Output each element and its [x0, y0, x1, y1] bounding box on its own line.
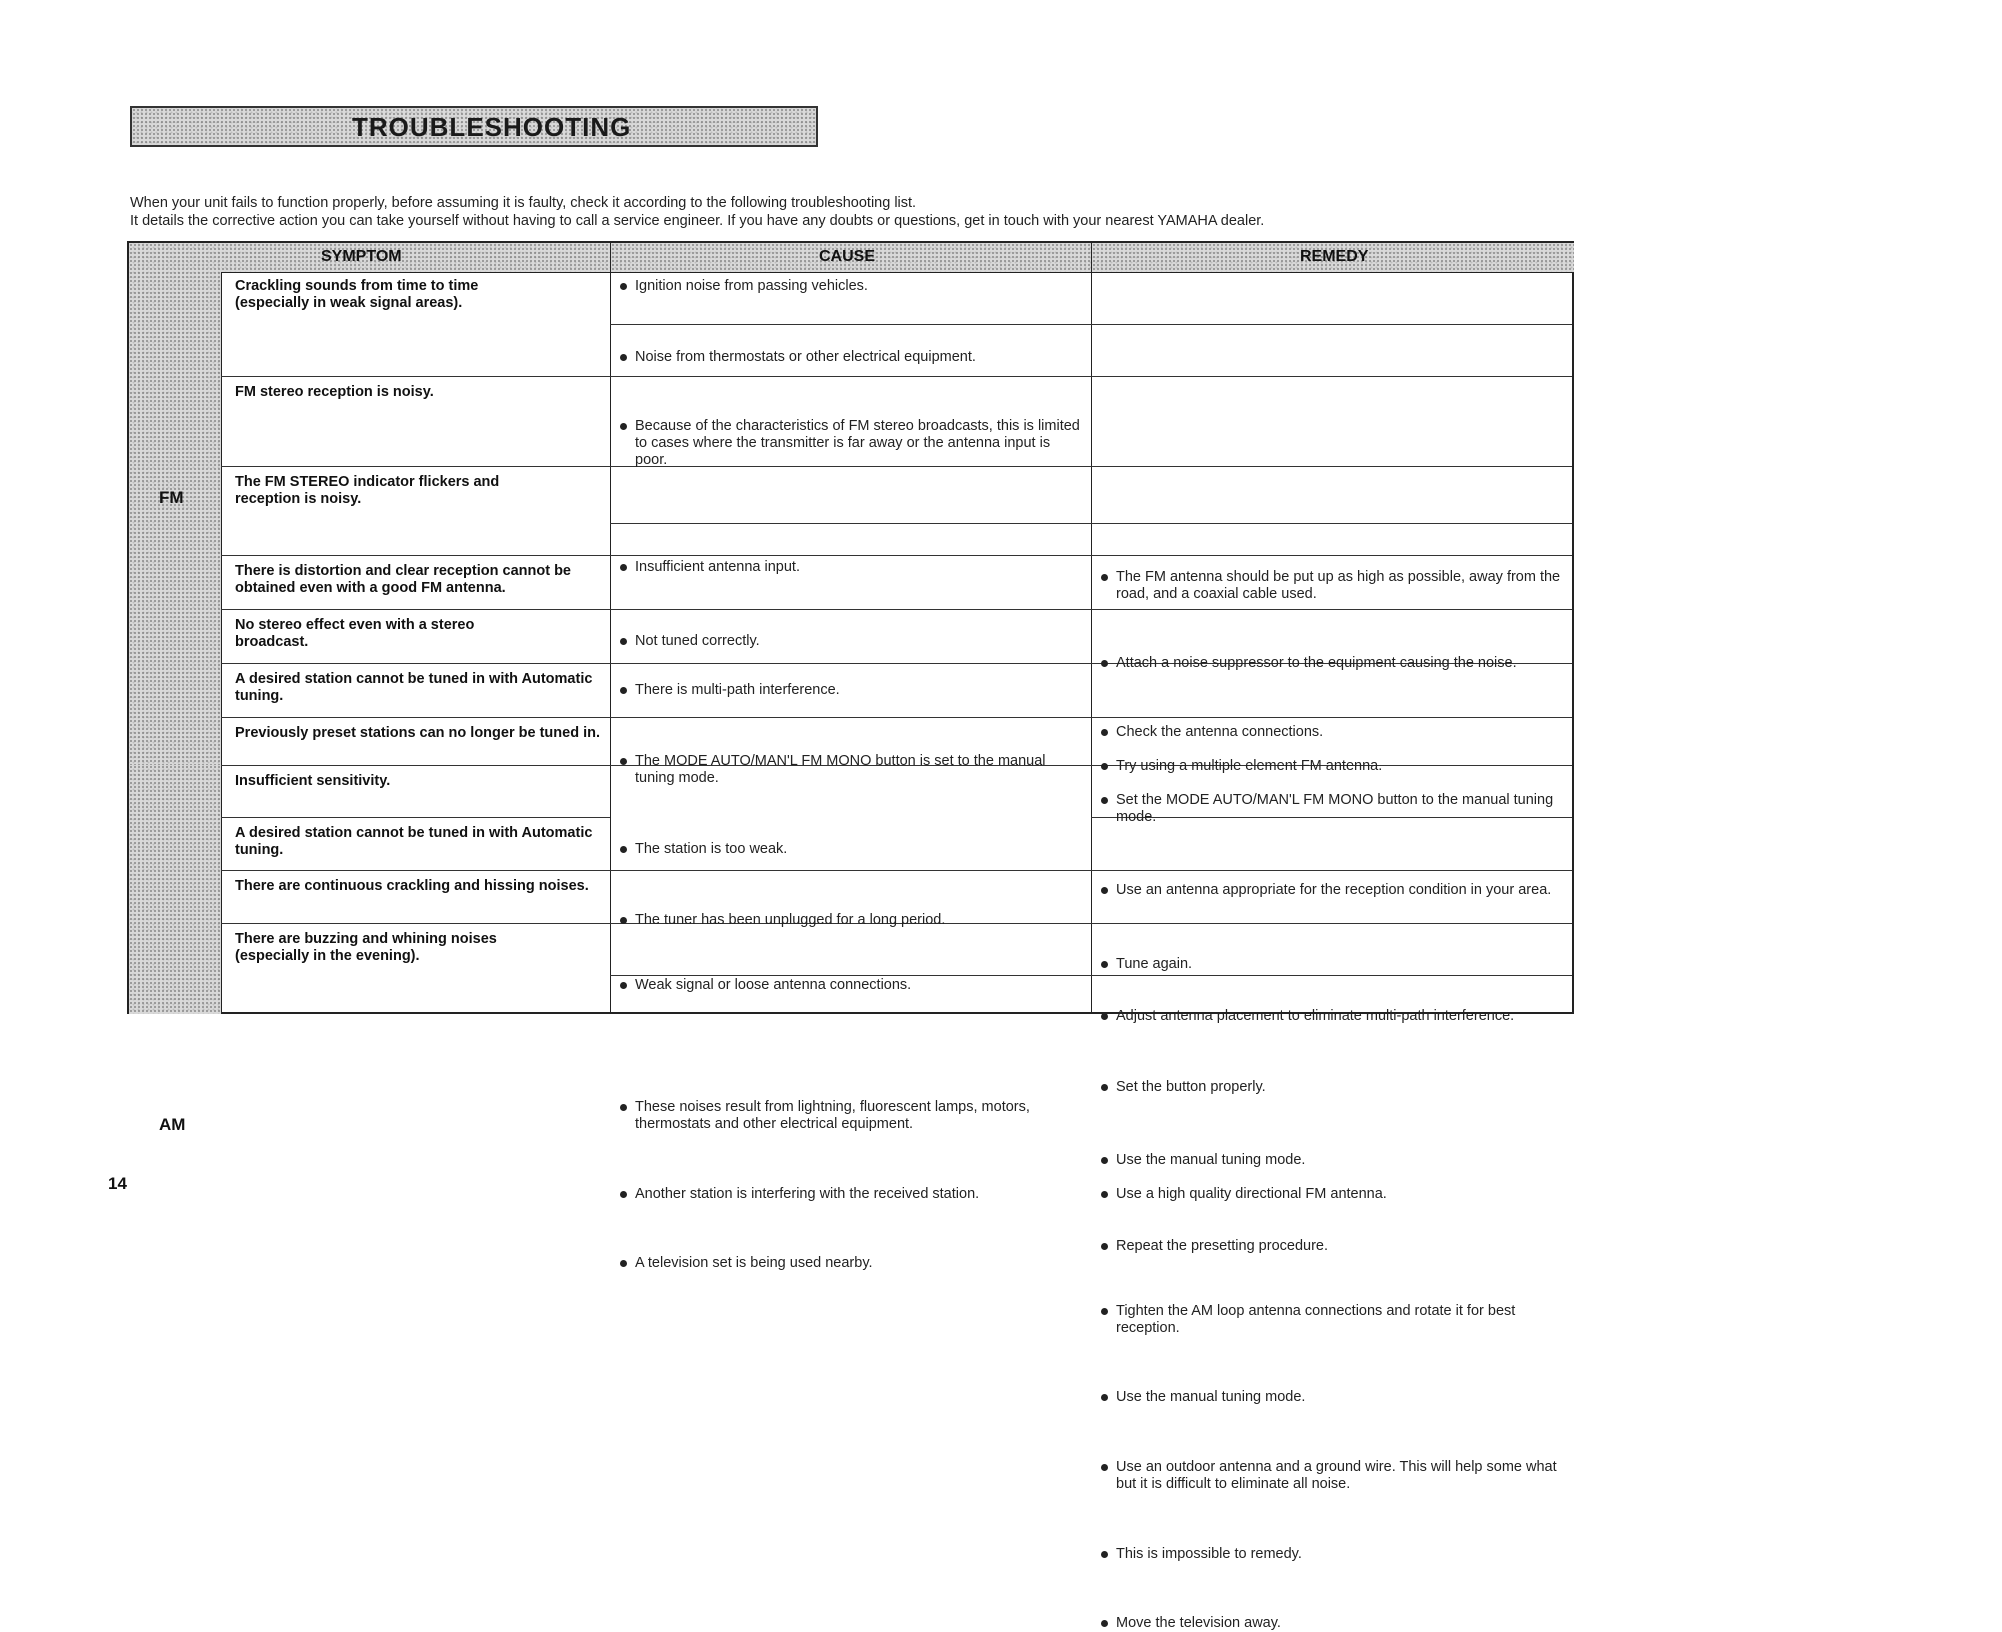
symptom-text: No stereo effect even with a stereo broadcast. [235, 617, 475, 650]
troubleshooting-table [127, 241, 1574, 1631]
cause-text: Ignition noise from passing vehicles. [618, 278, 1095, 295]
remedy-text: The FM antenna should be put up as high as possible, away from the road, and a coaxial cable used. [1099, 569, 1571, 603]
remedy-text: Use an outdoor antenna and a ground wire. This will help some what but it is difficult to eliminate all noise. [1099, 1459, 1571, 1493]
intro-line: It details the corrective action you can take yourself without having to call a service engineer. If you have any doubts or questions, get in touch with your nearest YAMAHA dealer. [130, 213, 1265, 229]
cause-text: Insufficient antenna input. [618, 559, 1095, 576]
cause-header-label: CAUSE [819, 248, 876, 265]
remedy-header [1091, 243, 1574, 273]
cause-text: The station is too weak. [618, 841, 1095, 858]
cause-text: Not tuned correctly. [618, 633, 1095, 650]
page-number: 14 [108, 1174, 127, 1193]
row-divider [221, 717, 1572, 718]
row-divider [221, 870, 1572, 871]
symptom-text: A desired station cannot be tuned in with Automatic tuning. [235, 825, 593, 858]
symptom-text: FM stereo reception is noisy. [235, 384, 434, 400]
symptom-text: Insufficient sensitivity. [235, 773, 391, 789]
am-section-label: AM [159, 1115, 186, 1134]
title-banner [130, 106, 818, 147]
symptom-text: There are continuous crackling and hissing noises. [235, 878, 589, 894]
subrow-divider [610, 523, 1572, 524]
intro-line: When your unit fails to function properly, before assuming it is faulty, check it according to the following troubleshooting list. [130, 195, 917, 211]
subrow-divider [610, 324, 1572, 325]
subrow-divider [221, 817, 610, 818]
remedy-text: Tune again. [1099, 956, 1571, 973]
remedy-text: This is impossible to remedy. [1099, 1546, 1571, 1563]
cause-text: The tuner has been unplugged for a long period. [618, 912, 1095, 929]
remedy-text: Set the button properly. [1099, 1079, 1571, 1096]
cause-header [610, 243, 1091, 273]
am-section-band [129, 765, 221, 1134]
symptom-header [221, 243, 610, 273]
cause-text: The MODE AUTO/MAN'L FM MONO button is set to the manual tuning mode. [618, 753, 1075, 787]
remedy-text: Attach a noise suppressor to the equipment causing the noise. [1099, 655, 1571, 672]
cause-text: Another station is interfering with the received station. [618, 1186, 1095, 1203]
remedy-text: Check the antenna connections. [1099, 724, 1571, 741]
symptom-text: There are buzzing and whining noises (especially in the evening). [235, 931, 497, 964]
fm-section-label: FM [159, 488, 184, 507]
remedy-text: Use an antenna appropriate for the reception condition in your area. [1099, 882, 1571, 899]
remedy-text: Repeat the presetting procedure. [1099, 1238, 1571, 1255]
cause-text: There is multi-path interference. [618, 682, 1095, 699]
cause-text: Noise from thermostats or other electrical equipment. [618, 349, 1095, 366]
remedy-text: Set the MODE AUTO/MAN'L FM MONO button to the manual tuning mode. [1099, 792, 1556, 826]
subrow-divider [610, 975, 1572, 976]
remedy-text: Use the manual tuning mode. [1099, 1152, 1571, 1169]
remedy-header-label: REMEDY [1300, 248, 1369, 265]
remedy-text: Adjust antenna placement to eliminate multi-path interference. [1099, 1008, 1586, 1025]
symptom-header-label: SYMPTOM [321, 248, 402, 265]
symptom-text: There is distortion and clear reception cannot be obtained even with a good FM antenna. [235, 563, 571, 596]
symptom-text: Previously preset stations can no longer be tuned in. [235, 725, 600, 741]
row-divider [221, 376, 1572, 377]
remedy-text: Use the manual tuning mode. [1099, 1389, 1571, 1406]
remedy-text: Move the television away. [1099, 1615, 1571, 1632]
row-divider [221, 609, 1572, 610]
page-title: TROUBLESHOOTING [352, 112, 632, 142]
symptom-text: Crackling sounds from time to time (especially in weak signal areas). [235, 278, 479, 311]
remedy-text: Tighten the AM loop antenna connections and rotate it for best reception. [1099, 1303, 1571, 1337]
column-divider [610, 273, 611, 1012]
symptom-text: A desired station cannot be tuned in with Automatic tuning. [235, 671, 593, 704]
cause-text: Weak signal or loose antenna connections. [618, 977, 1095, 994]
cause-text: A television set is being used nearby. [618, 1255, 1095, 1272]
column-divider [221, 273, 222, 1012]
remedy-text: Use a high quality directional FM antenna. [1099, 1186, 1571, 1203]
symptom-text: The FM STEREO indicator flickers and reception is noisy. [235, 474, 500, 507]
fm-section-band [129, 243, 221, 765]
cause-text: These noises result from lightning, fluorescent lamps, motors, thermostats and other electrical equipment. [618, 1099, 1065, 1133]
cause-text: Because of the characteristics of FM stereo broadcasts, this is limited to cases where the transmitter is far away or the antenna input is poor. [618, 418, 1080, 469]
remedy-text: Try using a multiple element FM antenna. [1099, 758, 1571, 775]
row-divider [221, 555, 1572, 556]
